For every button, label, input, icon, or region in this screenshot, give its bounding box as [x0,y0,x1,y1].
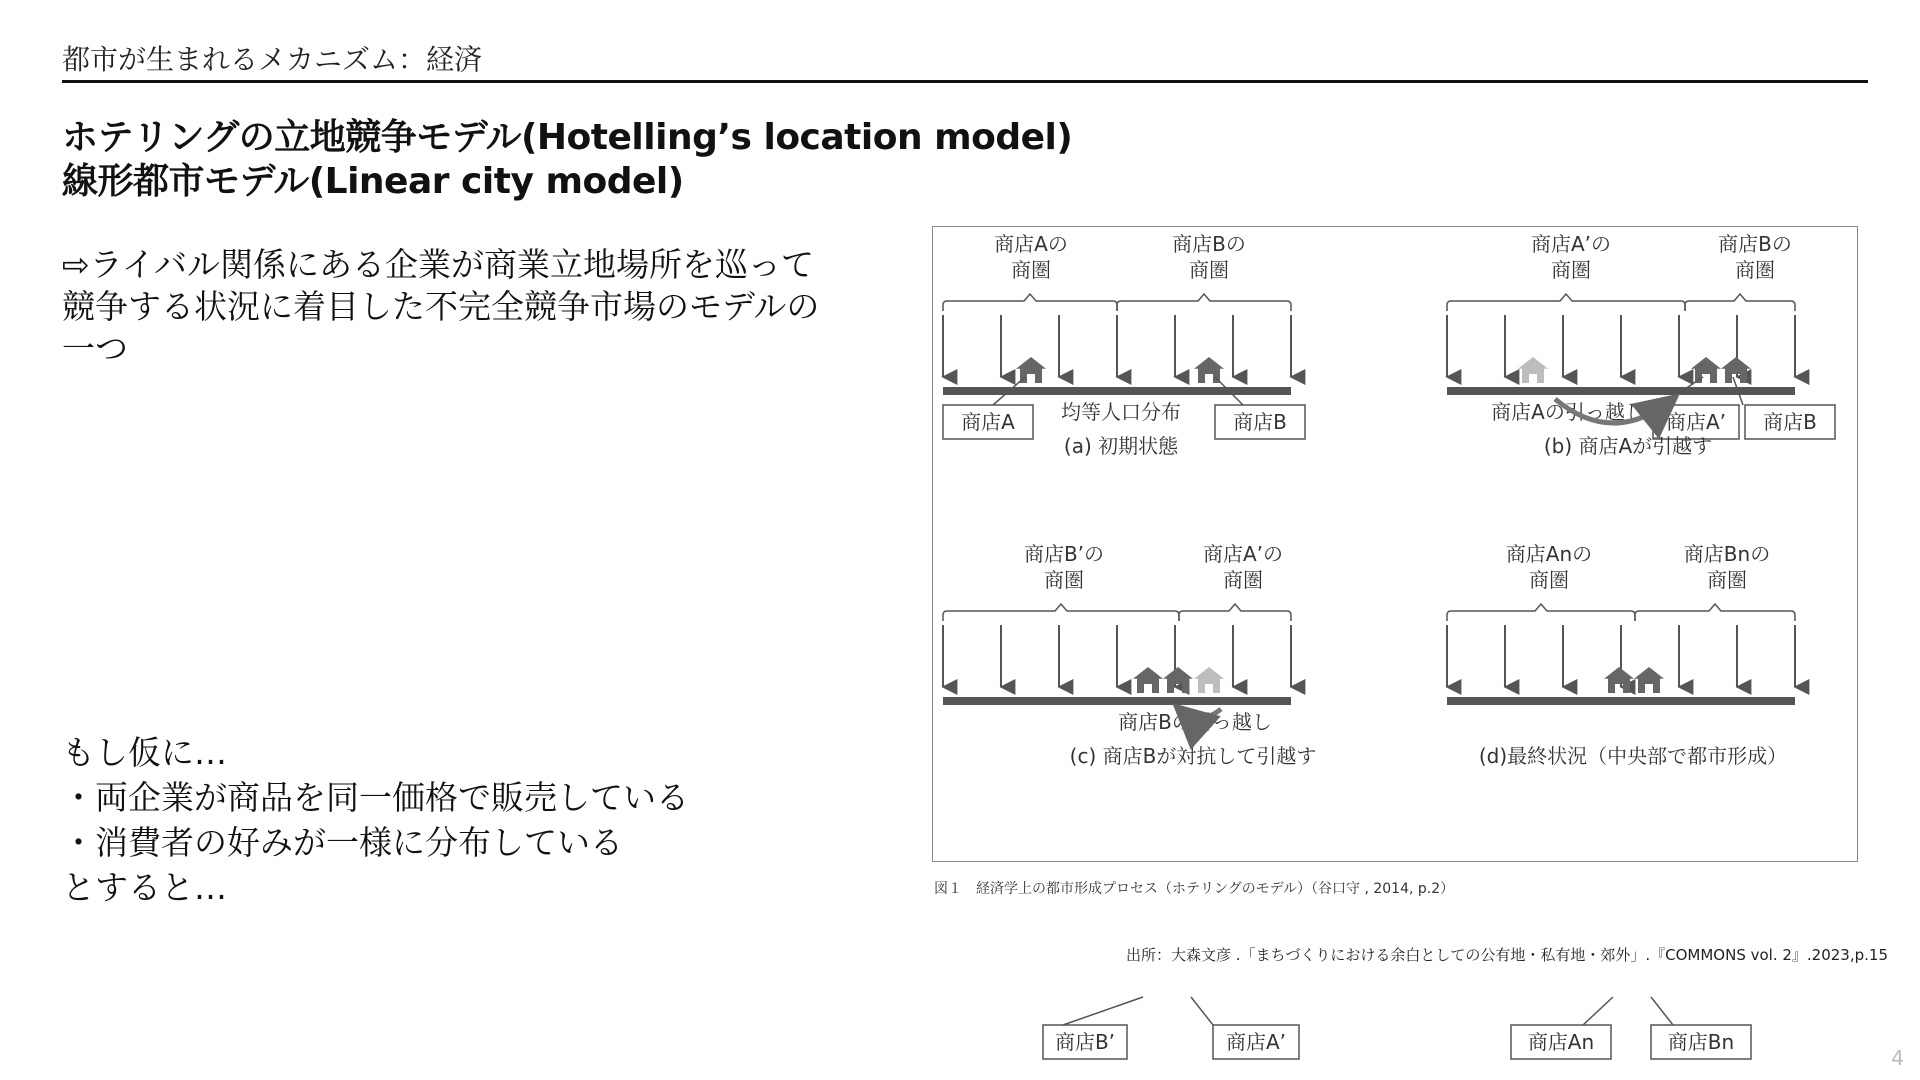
assumption-line-1: もし仮に… [62,733,227,772]
intro-line-1: ⇨ライバル関係にある企業が商業立地場所を巡って [62,245,815,284]
panel-b-range-left-line1: 商店A’の [1530,232,1612,256]
intro-line-2: 競争する状況に着目した不完全競争市場のモデルの [62,287,820,326]
panel-c-pointer [1063,997,1143,1025]
panel-c-store-right-label: 商店A’ [1225,1030,1287,1054]
panel-c-store-icon [1163,667,1193,693]
panel-c-city-line [943,697,1291,705]
panel-b-range-right-line1: 商店Bの [1718,232,1792,256]
panel-b-store-icon [1721,357,1751,383]
header-rule [62,80,1868,83]
panel-d-pointer [1583,997,1613,1025]
panel-a-caption: (a) 初期状態 [1063,434,1179,458]
panel-b-caption: (b) 商店Aが引越す [1543,434,1713,458]
panel-d-city-line [1447,697,1795,705]
panel-d-pointer [1651,997,1673,1025]
main-title [62,116,1072,204]
panel-d-brace-left [1447,604,1635,621]
panel-b-city-line [1447,387,1795,395]
assumption-line-4: とすると… [62,868,227,907]
panel-c-range-right-line2: 商圏 [1223,568,1263,592]
assumption-line-3: ・消費者の好みが一様に分布している [62,823,623,862]
panel-c-range-left-line1: 商店B’の [1023,542,1105,566]
panel-b-store-left-label: 商店A’ [1665,410,1727,434]
intro-line-3: 一つ [62,329,128,368]
header-title: 都市が生まれるメカニズム：経済 [62,43,483,76]
page-number: 4 [1891,1046,1904,1070]
panel-c-caption: (c) 商店Bが対抗して引越す [1069,744,1317,768]
panel-d-store-icon [1634,667,1664,693]
assumption-line-2: ・両企業が商品を同一価格で販売している [62,778,689,817]
panel-c-range-right-line1: 商店A’の [1202,542,1284,566]
panel-b-brace-right [1685,294,1795,311]
panel-a-range-right-line1: 商店Bの [1172,232,1246,256]
panel-c-range-left-line2: 商圏 [1044,568,1084,592]
panel-d-range-right-line1: 商店Bnの [1683,542,1771,566]
panel-b-note: 商店Aの引っ越し [1491,400,1645,424]
panel-a-store-icon [1016,357,1046,383]
panel-c-brace-left [943,604,1179,621]
panel-c-pointer [1191,997,1213,1025]
intro-text [62,244,882,370]
panel-c-store-icon [1194,667,1224,693]
panel-c-store-icon [1133,667,1163,693]
panel-d-store-icon [1604,667,1634,693]
title-line-2: 線形都市モデル(Linear city model) [62,161,684,202]
panel-d-brace-right [1635,604,1795,621]
panel-d-range-left-line2: 商圏 [1529,568,1569,592]
panel-d-store-left-label: 商店An [1527,1030,1595,1054]
panel-b-store-icon [1691,357,1721,383]
source-citation: 出所：大森文彦 .「まちづくりにおける余白としての公有地・私有地・郊外」.『COMMONS vol. 2』.2023,p.15 [1125,946,1888,964]
panel-c-store-left-label: 商店B’ [1054,1030,1116,1054]
panel-a-range-left-line1: 商店Aの [994,232,1068,256]
panel-b-brace-left [1447,294,1685,311]
panel-a-store-icon [1194,357,1224,383]
panel-d-range-right-line2: 商圏 [1707,568,1747,592]
assumption-text [62,730,689,910]
panel-b-range-right-line2: 商圏 [1735,258,1775,282]
panel-b-range-left-line2: 商圏 [1551,258,1591,282]
panel-d-range-left-line1: 商店Anの [1505,542,1593,566]
panel-a-brace-left [943,294,1117,311]
panel-d-store-right-label: 商店Bn [1667,1030,1735,1054]
panel-a-brace-right [1117,294,1291,311]
panel-a-store-left-label: 商店A [961,410,1015,434]
panel-a-city-line [943,387,1291,395]
panel-a-range-left-line2: 商圏 [1011,258,1051,282]
panel-a-store-right-label: 商店B [1233,410,1287,434]
figure-caption: 図１ 経済学上の都市形成プロセス（ホテリングのモデル）（谷口守 , 2014, p.2） [934,881,1455,897]
panel-a-note: 均等人口分布 [1061,400,1181,424]
panel-c-note: 商店Bの引っ越し [1118,710,1272,734]
panel-c-brace-right [1179,604,1291,621]
panel-d-caption: (d)最終状況（中央部で都市形成） [1478,744,1788,768]
panel-a-range-right-line2: 商圏 [1189,258,1229,282]
title-line-1: ホテリングの立地競争モデル(Hotelling’s location model) [62,117,1073,158]
panel-b-store-right-label: 商店B [1763,410,1817,434]
panel-b-store-icon [1518,357,1548,383]
